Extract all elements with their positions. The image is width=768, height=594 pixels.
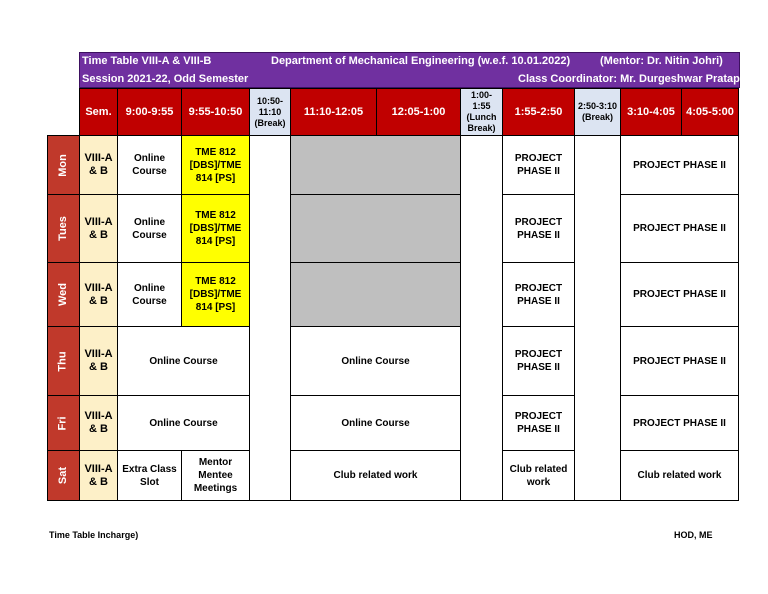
- row-thu: [48, 327, 739, 396]
- row-wed: [48, 263, 739, 327]
- row-fri: [48, 396, 739, 451]
- slot-empty: [291, 263, 461, 327]
- day-label-wed: Wed: [48, 263, 80, 327]
- header-row: [48, 89, 739, 136]
- col-header-4-05: 4:05-5:00: [682, 89, 739, 136]
- row-tue: [48, 195, 739, 263]
- slot-project-phase: PROJECT PHASE II: [503, 396, 575, 451]
- col-header-9-00: 9:00-9:55: [118, 89, 182, 136]
- slot-empty: [291, 195, 461, 263]
- slot-project-phase: PROJECT PHASE II: [503, 136, 575, 195]
- slot-extra-class: Extra Class Slot: [118, 451, 182, 501]
- col-header-lunch: 1:00-1:55 (Lunch Break): [461, 89, 503, 136]
- slot-online-course: Online Course: [118, 263, 182, 327]
- day-label-mon: Mon: [48, 136, 80, 195]
- hod-label: HOD, ME: [674, 530, 713, 540]
- row-sat: [48, 451, 739, 501]
- slot-empty: [291, 136, 461, 195]
- timetable-incharge-label: Time Table Incharge): [49, 530, 139, 540]
- slot-project-phase: PROJECT PHASE II: [621, 136, 739, 195]
- timetable-grid: [47, 88, 739, 501]
- col-header-9-55: 9:55-10:50: [182, 89, 250, 136]
- sem-cell: VIII-A & B: [80, 451, 118, 501]
- lunch-column: [461, 136, 503, 501]
- slot-online-course: Online Course: [118, 195, 182, 263]
- slot-project-phase: PROJECT PHASE II: [503, 263, 575, 327]
- class-coordinator-label: Class Coordinator: Mr. Durgeshwar Pratap: [518, 73, 740, 85]
- slot-tme: TME 812 [DBS]/TME 814 [PS]: [182, 263, 250, 327]
- sem-cell: VIII-A & B: [80, 396, 118, 451]
- sem-cell: VIII-A & B: [80, 195, 118, 263]
- slot-tme: TME 812 [DBS]/TME 814 [PS]: [182, 136, 250, 195]
- slot-online-course: Online Course: [291, 396, 461, 451]
- day-label-tue: Tues: [48, 195, 80, 263]
- session-label: Session 2021-22, Odd Semester: [82, 73, 249, 85]
- slot-project-phase: PROJECT PHASE II: [503, 327, 575, 396]
- col-header-11-10: 11:10-12:05: [291, 89, 377, 136]
- slot-club-work: Club related work: [621, 451, 739, 501]
- col-header-break-2: 2:50-3:10 (Break): [575, 89, 621, 136]
- slot-project-phase: PROJECT PHASE II: [621, 195, 739, 263]
- timetable-title: Time Table VIII-A & VIII-B: [82, 55, 212, 67]
- slot-online-course: Online Course: [291, 327, 461, 396]
- col-header-1-55: 1:55-2:50: [503, 89, 575, 136]
- slot-project-phase: PROJECT PHASE II: [621, 327, 739, 396]
- slot-tme: TME 812 [DBS]/TME 814 [PS]: [182, 195, 250, 263]
- sem-cell: VIII-A & B: [80, 136, 118, 195]
- sem-cell: VIII-A & B: [80, 327, 118, 396]
- sem-cell: VIII-A & B: [80, 263, 118, 327]
- day-label-thu: Thu: [48, 327, 80, 396]
- mentor-label: (Mentor: Dr. Nitin Johri): [600, 55, 723, 67]
- break-2-column: [575, 136, 621, 501]
- col-header-break-1: 10:50-11:10 (Break): [250, 89, 291, 136]
- col-header-12-05: 12:05-1:00: [377, 89, 461, 136]
- col-header-sem: Sem.: [80, 89, 118, 136]
- day-label-sat: Sat: [48, 451, 80, 501]
- slot-project-phase: PROJECT PHASE II: [621, 263, 739, 327]
- slot-online-course: Online Course: [118, 396, 250, 451]
- department-title: Department of Mechanical Engineering (w.e.f. 10.01.2022): [271, 55, 571, 67]
- slot-online-course: Online Course: [118, 327, 250, 396]
- slot-project-phase: PROJECT PHASE II: [503, 195, 575, 263]
- timetable-header: [79, 52, 740, 88]
- slot-online-course: Online Course: [118, 136, 182, 195]
- slot-project-phase: PROJECT PHASE II: [621, 396, 739, 451]
- col-header-3-10: 3:10-4:05: [621, 89, 682, 136]
- slot-mentor-meetings: Mentor Mentee Meetings: [182, 451, 250, 501]
- slot-club-work: Club related work: [503, 451, 575, 501]
- row-mon: [48, 136, 739, 195]
- day-label-fri: Fri: [48, 396, 80, 451]
- corner-cell: [48, 89, 80, 136]
- slot-club-work: Club related work: [291, 451, 461, 501]
- break-1-column: [250, 136, 291, 501]
